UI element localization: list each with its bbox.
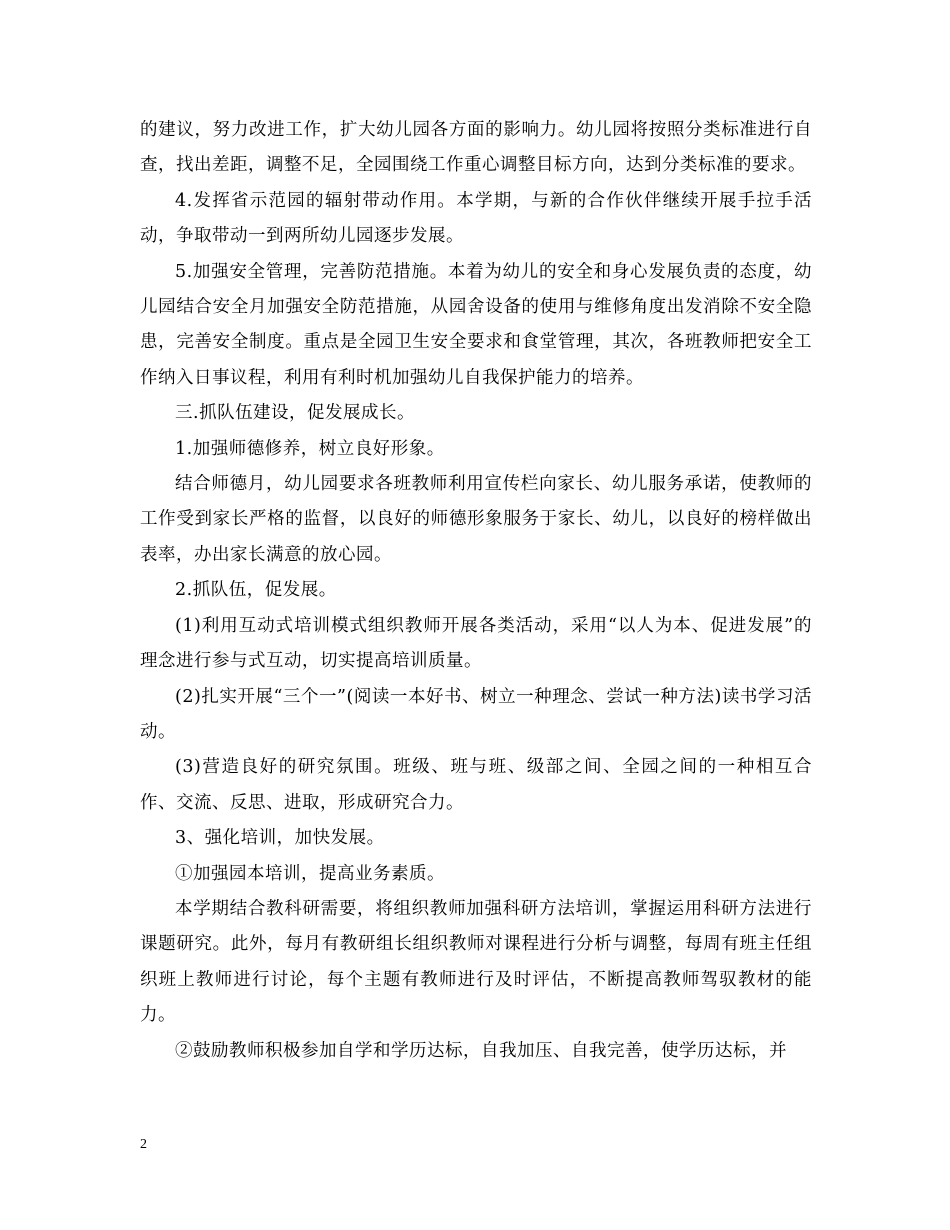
- subheading-2: 2.抓队伍，促发展。: [175, 580, 337, 601]
- paragraph-5: 结合师德月，幼儿园要求各班教师利用宣传栏向家长、幼儿服务承诺，使教师的工作受到家长严格的监督，以良好的师德形象服务于家长、幼儿，以良好的榜样做出表率，办出家长满意的放心园。: [140, 474, 812, 565]
- page-number: 2: [140, 1137, 147, 1152]
- subheading-1: 1.加强师德修养，树立良好形象。: [175, 438, 445, 459]
- paragraph-2: 5.加强安全管理，完善防范措施。本着为幼儿的安全和身心发展负责的态度，幼儿园结合安全月加强安全防范措施，从园舍设备的使用与维修角度出发消除不安全隐患，完善安全制度。重点是全园卫生安全要求和食堂管理，其次，各班教师把安全工作纳入日事议程，利用有利时机加强幼儿自我保护能力的培养。: [140, 261, 812, 388]
- paragraph-11: ①加强园本培训，提高业务素质。: [175, 863, 445, 884]
- paragraph-9: (3)营造良好的研究氛围。班级、班与班、级部之间、全园之间的一种相互合作、交流、反思、进取，形成研究合力。: [140, 757, 812, 813]
- document-body: [140, 113, 812, 1069]
- paragraph-8: (2)扎实开展“三个一”(阅读一本好书、树立一种理念、尝试一种方法)读书学习活动。: [140, 686, 812, 742]
- paragraph-13: ②鼓励教师积极参加自学和学历达标，自我加压、自我完善，使学历达标，并: [175, 1040, 787, 1061]
- subheading-3: 3、强化培训，加快发展。: [175, 828, 385, 849]
- section-heading-3: 三.抓队伍建设，促发展成长。: [175, 403, 416, 424]
- paragraph-1: 4.发挥省示范园的辐射带动作用。本学期，与新的合作伙伴继续开展手拉手活动，争取带动一到两所幼儿园逐步发展。: [140, 190, 812, 247]
- paragraph-0: 的建议，努力改进工作，扩大幼儿园各方面的影响力。幼儿园将按照分类标准进行自查，找出差距，调整不足，全园围绕工作重心调整目标方向，达到分类标准的要求。: [140, 120, 812, 176]
- paragraph-7: (1)利用互动式培训模式组织教师开展各类活动，采用“以人为本、促进发展”的理念进行参与式互动，切实提高培训质量。: [140, 615, 812, 672]
- paragraph-12: 本学期结合教科研需要，将组织教师加强科研方法培训，掌握运用科研方法进行课题研究。此外，每月有教研组长组织教师对课程进行分析与调整，每周有班主任组织班上教师进行讨论，每个主题有教师进行及时评估，不断提高教师驾驭教材的能力。: [140, 898, 812, 1026]
